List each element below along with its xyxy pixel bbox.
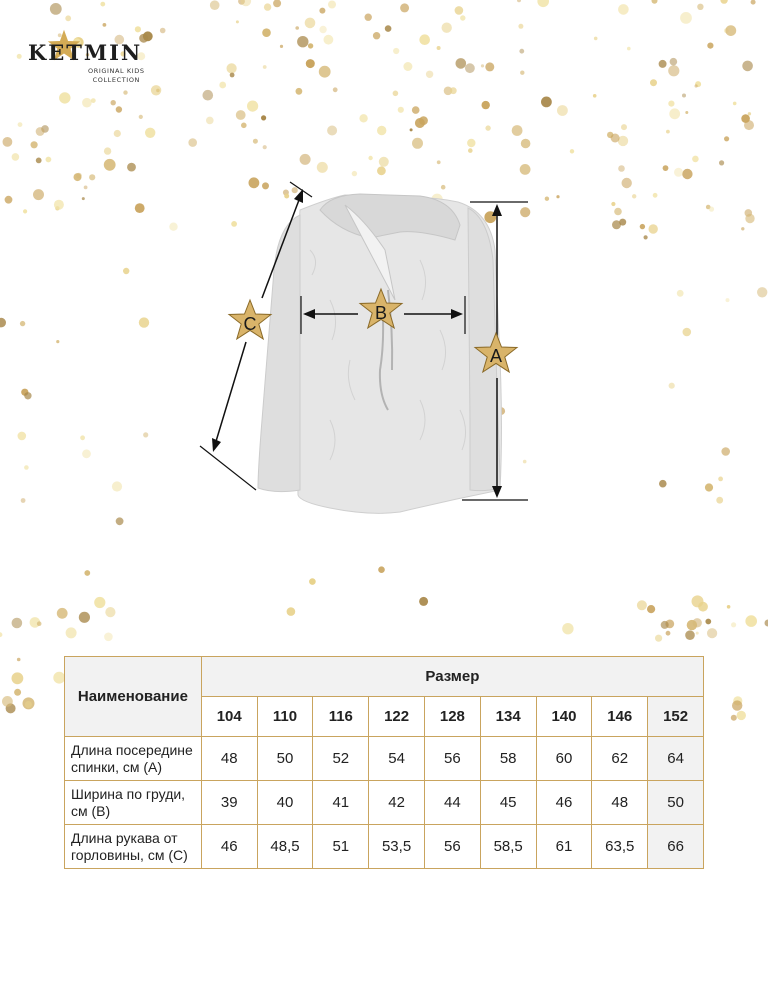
confetti-dot xyxy=(104,159,116,171)
confetti-dot xyxy=(663,165,669,171)
logo-tagline xyxy=(88,67,145,85)
size-cell: 152 xyxy=(648,697,704,737)
confetti-dot xyxy=(668,101,674,107)
confetti-dot xyxy=(621,124,627,130)
confetti-dot xyxy=(20,321,25,326)
confetti-dot xyxy=(82,449,91,458)
confetti-dot xyxy=(379,157,389,167)
confetti-dot xyxy=(280,45,283,48)
confetti-dot xyxy=(25,701,32,708)
confetti-dot xyxy=(683,328,692,337)
label-c: C xyxy=(243,314,257,334)
confetti-dot xyxy=(682,169,692,179)
confetti-dot xyxy=(296,88,303,95)
confetti-dot xyxy=(21,498,26,503)
confetti-dot xyxy=(669,383,675,389)
confetti-dot xyxy=(18,432,27,441)
confetti-dot xyxy=(520,71,524,75)
confetti-dot xyxy=(206,117,214,125)
confetti-dot xyxy=(84,186,88,190)
confetti-dot xyxy=(333,87,338,92)
confetti-dot xyxy=(655,635,662,642)
confetti-dot xyxy=(33,189,44,200)
confetti-dot xyxy=(241,123,247,129)
logo-wordmark: KETMIN xyxy=(28,40,143,65)
measurement-name-cell: Ширина по груди, см (В) xyxy=(65,781,202,825)
confetti-dot xyxy=(50,3,62,15)
confetti-dot xyxy=(373,32,380,39)
confetti-dot xyxy=(56,340,59,343)
size-cell: 116 xyxy=(313,697,369,737)
confetti-dot xyxy=(517,0,521,2)
confetti-dot xyxy=(328,1,336,9)
confetti-dot xyxy=(637,600,647,610)
confetti-dot xyxy=(143,432,148,437)
confetti-dot xyxy=(652,0,658,4)
value-cell: 42 xyxy=(369,781,425,825)
value-cell: 40 xyxy=(257,781,313,825)
confetti-dot xyxy=(410,128,413,131)
confetti-dot xyxy=(680,12,692,24)
confetti-dot xyxy=(261,115,266,120)
confetti-dot xyxy=(640,224,645,229)
value-cell: 41 xyxy=(313,781,369,825)
confetti-dot xyxy=(737,711,746,720)
value-cell: 62 xyxy=(592,737,648,781)
confetti-dot xyxy=(732,700,742,710)
value-cell: 50 xyxy=(257,737,313,781)
value-cell: 60 xyxy=(536,737,592,781)
confetti-dot xyxy=(46,157,52,163)
confetti-dot xyxy=(456,58,467,69)
confetti-dot xyxy=(319,66,331,78)
confetti-dot xyxy=(377,126,386,135)
confetti-dot xyxy=(650,79,657,86)
confetti-dot xyxy=(450,87,457,94)
confetti-dot xyxy=(23,209,27,213)
confetti-dot xyxy=(0,318,6,328)
table-row xyxy=(65,737,704,781)
size-cell: 104 xyxy=(201,697,257,737)
confetti-dot xyxy=(273,0,281,7)
confetti-dot xyxy=(519,49,524,54)
confetti-dot xyxy=(614,208,622,216)
confetti-dot xyxy=(537,0,549,7)
confetti-dot xyxy=(403,62,412,71)
confetti-dot xyxy=(400,3,409,12)
size-header-row xyxy=(65,657,704,697)
confetti-dot xyxy=(745,214,754,223)
measurement-rows xyxy=(65,737,704,869)
name-header-cell: Наименование xyxy=(65,657,202,737)
size-cell: 134 xyxy=(480,697,536,737)
confetti-dot xyxy=(647,605,655,613)
value-cell: 63,5 xyxy=(592,825,648,869)
confetti-dot xyxy=(324,35,334,45)
confetti-dot xyxy=(139,317,149,327)
confetti-dot xyxy=(24,392,31,399)
confetti-dot xyxy=(295,26,299,30)
value-cell: 56 xyxy=(424,825,480,869)
confetti-dot xyxy=(666,130,670,134)
value-cell: 48 xyxy=(201,737,257,781)
confetti-dot xyxy=(359,114,367,122)
confetti-dot xyxy=(12,672,24,684)
confetti-dot xyxy=(263,65,267,69)
confetti-dot xyxy=(139,115,143,119)
confetti-dot xyxy=(37,621,42,626)
confetti-dot xyxy=(104,633,113,642)
confetti-dot xyxy=(145,128,155,138)
confetti-dot xyxy=(127,163,136,172)
confetti-dot xyxy=(300,154,311,165)
confetti-dot xyxy=(674,168,683,177)
ketmin-logo xyxy=(26,30,156,90)
value-cell: 58 xyxy=(480,737,536,781)
confetti-dot xyxy=(59,92,70,103)
confetti-dot xyxy=(659,480,667,488)
confetti-dot xyxy=(79,612,90,623)
confetti-dot xyxy=(24,465,29,470)
confetti-dot xyxy=(593,94,597,98)
confetti-dot xyxy=(611,134,620,143)
value-cell: 50 xyxy=(648,781,704,825)
confetti-dot xyxy=(327,126,337,136)
confetti-dot xyxy=(698,602,708,612)
value-cell: 39 xyxy=(201,781,257,825)
confetti-dot xyxy=(319,8,325,14)
confetti-dot xyxy=(306,59,315,68)
confetti-dot xyxy=(659,60,667,68)
value-cell: 48 xyxy=(592,781,648,825)
value-cell: 64 xyxy=(648,737,704,781)
confetti-dot xyxy=(65,15,71,21)
confetti-dot xyxy=(12,153,20,161)
confetti-dot xyxy=(317,162,328,173)
confetti-dot xyxy=(227,63,237,73)
confetti-dot xyxy=(692,156,699,163)
confetti-dot xyxy=(412,106,420,114)
confetti-dot xyxy=(731,622,736,627)
confetti-dot xyxy=(649,224,658,233)
confetti-dot xyxy=(100,2,105,7)
table-row xyxy=(65,825,704,869)
confetti-dot xyxy=(666,631,671,636)
confetti-dot xyxy=(695,84,698,87)
confetti-dot xyxy=(731,715,737,721)
label-b: B xyxy=(374,303,388,323)
confetti-dot xyxy=(618,165,625,172)
confetti-dot xyxy=(668,65,679,76)
confetti-dot xyxy=(247,101,258,112)
confetti-dot xyxy=(18,122,23,127)
value-cell: 66 xyxy=(648,825,704,869)
confetti-dot xyxy=(661,621,669,629)
confetti-dot xyxy=(169,223,177,231)
confetti-dot xyxy=(467,139,475,147)
confetti-dot xyxy=(236,110,246,120)
confetti-dot xyxy=(230,73,235,78)
confetti-dot xyxy=(309,578,316,585)
confetti-dot xyxy=(594,37,598,41)
confetti-dot xyxy=(412,138,423,149)
confetti-dot xyxy=(135,203,145,213)
confetti-dot xyxy=(670,58,678,66)
confetti-dot xyxy=(745,615,757,627)
confetti-dot xyxy=(393,48,399,54)
confetti-dot xyxy=(720,0,727,4)
confetti-dot xyxy=(66,627,77,638)
confetti-dot xyxy=(82,98,92,108)
confetti-dot xyxy=(262,28,271,37)
confetti-dot xyxy=(112,481,122,491)
confetti-dot xyxy=(17,54,22,59)
confetti-dot xyxy=(82,197,85,200)
confetti-dot xyxy=(682,94,686,98)
confetti-dot xyxy=(116,517,124,525)
confetti-dot xyxy=(697,4,703,10)
confetti-dot xyxy=(36,158,42,164)
confetti-dot xyxy=(105,607,115,617)
confetti-dot xyxy=(123,268,129,274)
confetti-dot xyxy=(742,61,753,72)
table-row xyxy=(65,781,704,825)
value-cell: 52 xyxy=(313,737,369,781)
size-cell: 110 xyxy=(257,697,313,737)
confetti-dot xyxy=(3,137,13,147)
size-cell: 146 xyxy=(592,697,648,737)
confetti-dot xyxy=(398,107,404,113)
confetti-dot xyxy=(725,25,736,36)
confetti-dot xyxy=(0,632,2,637)
confetti-dot xyxy=(741,227,744,230)
confetti-dot xyxy=(622,178,632,188)
confetti-dot xyxy=(687,620,697,630)
confetti-dot xyxy=(116,106,122,112)
confetti-dot xyxy=(12,618,23,629)
confetti-dot xyxy=(521,139,531,149)
confetti-dot xyxy=(437,160,441,164)
confetti-dot xyxy=(669,108,680,119)
size-cell: 122 xyxy=(369,697,425,737)
label-a: A xyxy=(489,346,503,366)
confetti-dot xyxy=(368,156,372,160)
confetti-dot xyxy=(460,15,465,20)
confetti-dot xyxy=(724,136,729,141)
confetti-dot xyxy=(733,102,737,106)
confetti-dot xyxy=(114,130,121,137)
confetti-dot xyxy=(188,138,197,147)
confetti-dot xyxy=(482,101,490,109)
size-cell: 128 xyxy=(424,697,480,737)
measurement-name-cell: Длина рукава от горловины, см (С) xyxy=(65,825,202,869)
confetti-dot xyxy=(426,71,433,78)
logo-tagline-line1: ORIGINAL KIDS xyxy=(88,67,145,75)
value-cell: 46 xyxy=(536,781,592,825)
confetti-dot xyxy=(241,0,251,6)
confetti-dot xyxy=(627,47,631,51)
hoodie-illustration xyxy=(258,194,502,513)
size-chart-table xyxy=(64,656,704,869)
confetti-dot xyxy=(653,193,658,198)
value-cell: 54 xyxy=(369,737,425,781)
confetti-dot xyxy=(685,630,695,640)
confetti-dot xyxy=(437,46,441,50)
confetti-dot xyxy=(707,43,713,49)
confetti-dot xyxy=(726,298,730,302)
value-cell: 58,5 xyxy=(480,825,536,869)
confetti-dot xyxy=(455,6,464,15)
confetti-dot xyxy=(36,127,45,136)
confetti-dot xyxy=(2,696,13,707)
confetti-dot xyxy=(54,200,64,210)
confetti-dot xyxy=(319,26,326,33)
measurement-name-cell: Длина посередине спинки, см (А) xyxy=(65,737,202,781)
value-cell: 61 xyxy=(536,825,592,869)
confetti-dot xyxy=(253,139,258,144)
confetti-dot xyxy=(611,202,615,206)
confetti-dot xyxy=(94,597,105,608)
confetti-dot xyxy=(57,608,68,619)
confetti-dot xyxy=(644,235,648,239)
confetti-dot xyxy=(757,287,767,297)
confetti-dot xyxy=(160,28,166,34)
confetti-dot xyxy=(203,90,214,101)
confetti-dot xyxy=(219,82,226,89)
confetti-dot xyxy=(727,605,731,609)
size-cell: 140 xyxy=(536,697,592,737)
confetti-dot xyxy=(14,689,21,696)
confetti-dot xyxy=(378,566,385,573)
confetti-dot xyxy=(485,125,490,130)
value-cell: 46 xyxy=(201,825,257,869)
confetti-dot xyxy=(619,219,626,226)
confetti-dot xyxy=(744,120,754,130)
confetti-dot xyxy=(419,116,428,125)
confetti-dot xyxy=(696,632,699,635)
logo-tagline-line2: COLLECTION xyxy=(92,76,141,84)
confetti-dot xyxy=(89,174,95,180)
confetti-dot xyxy=(377,166,386,175)
confetti-dot xyxy=(541,97,552,108)
confetti-dot xyxy=(709,207,714,212)
value-cell: 44 xyxy=(424,781,480,825)
confetti-dot xyxy=(287,607,296,616)
confetti-dot xyxy=(419,597,428,606)
confetti-dot xyxy=(618,4,629,15)
confetti-dot xyxy=(5,196,13,204)
confetti-dot xyxy=(570,149,574,153)
confetti-dot xyxy=(721,447,730,456)
value-cell: 48,5 xyxy=(257,825,313,869)
confetti-dot xyxy=(236,20,239,23)
confetti-dot xyxy=(705,483,713,491)
confetti-dot xyxy=(263,145,267,149)
confetti-dot xyxy=(111,100,116,105)
confetti-dot xyxy=(719,160,724,165)
confetti-dot xyxy=(716,497,723,504)
confetti-dot xyxy=(17,658,21,662)
confetti-dot xyxy=(419,34,430,45)
size-header-cell: Размер xyxy=(201,657,703,697)
confetti-dot xyxy=(557,105,568,116)
confetti-dot xyxy=(481,64,484,67)
confetti-dot xyxy=(718,477,723,482)
confetti-dot xyxy=(210,0,220,10)
confetti-dot xyxy=(556,195,559,198)
confetti-dot xyxy=(707,628,717,638)
confetti-dot xyxy=(385,25,392,32)
confetti-dot xyxy=(751,0,756,5)
confetti-dot xyxy=(84,570,90,576)
confetti-dot xyxy=(76,173,82,179)
confetti-dot xyxy=(677,290,684,297)
confetti-dot xyxy=(442,23,452,33)
confetti-dot xyxy=(104,147,111,154)
confetti-dot xyxy=(264,3,271,10)
value-cell: 45 xyxy=(480,781,536,825)
confetti-dot xyxy=(705,619,711,625)
confetti-dot xyxy=(485,62,494,71)
confetti-dot xyxy=(393,91,399,97)
value-cell: 56 xyxy=(424,737,480,781)
confetti-dot xyxy=(765,620,768,627)
confetti-dot xyxy=(465,63,475,73)
value-cell: 53,5 xyxy=(369,825,425,869)
confetti-dot xyxy=(468,148,473,153)
confetti-dot xyxy=(512,125,523,136)
confetti-dot xyxy=(30,141,37,148)
confetti-dot xyxy=(123,90,127,94)
confetti-dot xyxy=(297,36,308,47)
confetti-dot xyxy=(103,23,107,27)
value-cell: 51 xyxy=(313,825,369,869)
confetti-dot xyxy=(685,111,688,114)
confetti-dot xyxy=(365,14,372,21)
confetti-dot xyxy=(308,43,313,48)
confetti-dot xyxy=(305,18,316,29)
hoodie-measurement-diagram xyxy=(190,175,550,530)
confetti-dot xyxy=(80,435,85,440)
confetti-dot xyxy=(632,194,636,198)
confetti-dot xyxy=(562,623,573,634)
confetti-dot xyxy=(520,164,531,175)
confetti-dot xyxy=(518,24,523,29)
confetti-dot xyxy=(748,112,751,115)
